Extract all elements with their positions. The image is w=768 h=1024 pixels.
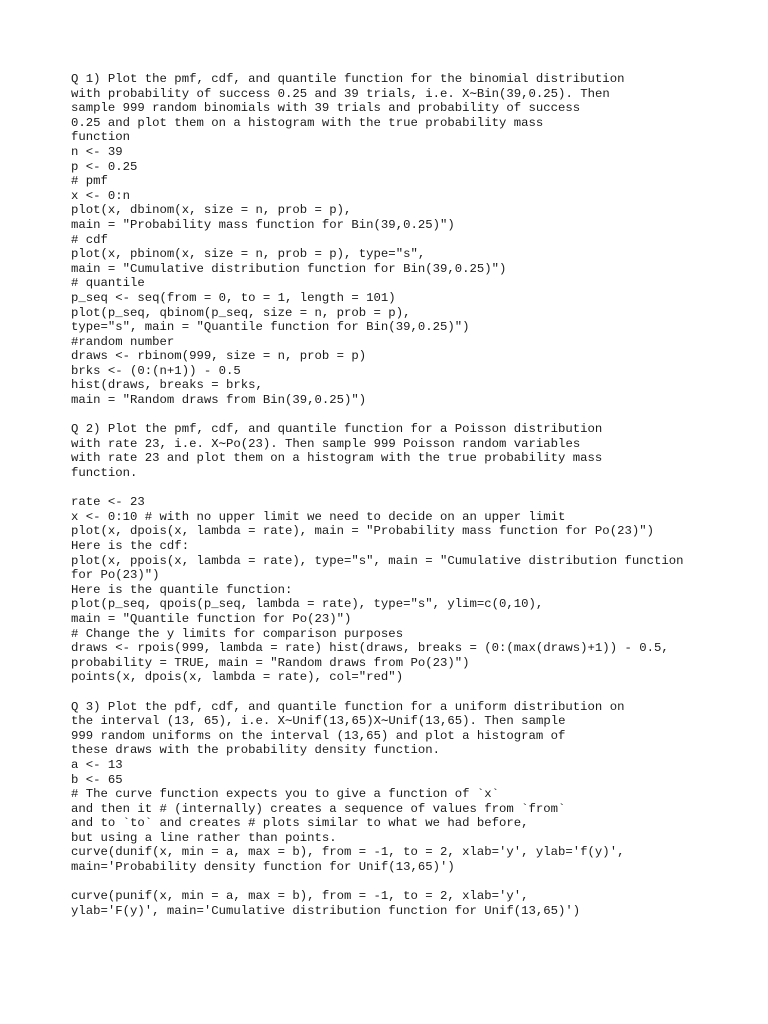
block-spacer — [71, 481, 761, 496]
text-line: x <- 0:n — [71, 188, 131, 203]
text-line: plot(p_seq, qpois(p_seq, lambda = rate), type="s", ylim=c(0,10), — [71, 597, 544, 612]
text-line: a <- 13 — [71, 757, 123, 772]
block-spacer — [71, 408, 761, 423]
text-line: Q 3) Plot the pdf, cdf, and quantile function for a uniform distribution on — [71, 699, 625, 714]
text-line: # pmf — [71, 174, 108, 189]
text-line: main = "Quantile function for Po(23)") — [71, 611, 352, 626]
text-line: # quantile — [71, 276, 145, 291]
text-block — [71, 889, 761, 918]
text-line: with rate 23 and plot them on a histogram with the true probability mass — [71, 451, 603, 466]
text-line: type="s", main = "Quantile function for Bin(39,0.25)") — [71, 320, 470, 335]
text-line: and then it # (internally) creates a sequence of values from `from` — [71, 801, 566, 816]
block-spacer — [71, 875, 761, 890]
text-line: function. — [71, 466, 138, 481]
text-line: curve(dunif(x, min = a, max = b), from = -1, to = 2, xlab='y', ylab='f(y)', — [71, 845, 625, 860]
text-line: x <- 0:10 # with no upper limit we need to decide on an upper limit — [71, 509, 566, 524]
block-spacer — [71, 685, 761, 700]
text-line: plot(x, ppois(x, lambda = rate), type="s", main = "Cumulative distribution function — [71, 553, 684, 568]
text-line: draws <- rbinom(999, size = n, prob = p) — [71, 349, 367, 364]
text-line: the interval (13, 65), i.e. X∼Unif(13,65)X∼Unif(13,65). Then sample — [71, 714, 566, 729]
text-line: 0.25 and plot them on a histogram with the true probability mass — [71, 115, 544, 130]
text-line: b <- 65 — [71, 772, 123, 787]
text-line: main='Probability density function for Unif(13,65)') — [71, 860, 455, 875]
text-line: hist(draws, breaks = brks, — [71, 378, 263, 393]
text-line: plot(x, pbinom(x, size = n, prob = p), type="s", — [71, 247, 426, 262]
text-line: function — [71, 130, 131, 145]
text-line: with rate 23, i.e. X∼Po(23). Then sample 999 Poisson random variables — [71, 436, 581, 451]
text-line: plot(x, dpois(x, lambda = rate), main = "Probability mass function for Po(23)") — [71, 524, 654, 539]
text-line: curve(punif(x, min = a, max = b), from = -1, to = 2, xlab='y', — [71, 889, 529, 904]
text-line: draws <- rpois(999, lambda = rate) hist(draws, breaks = (0:(max(draws)+1)) - 0.5, — [71, 641, 669, 656]
text-line: but using a line rather than points. — [71, 830, 337, 845]
text-line: ylab='F(y)', main='Cumulative distribution function for Unif(13,65)') — [71, 903, 581, 918]
text-line: #random number — [71, 334, 175, 349]
text-line: these draws with the probability density function. — [71, 743, 440, 758]
text-line: and to `to` and creates # plots similar to what we had before, — [71, 816, 529, 831]
text-line: rate <- 23 — [71, 495, 145, 510]
text-block — [71, 700, 761, 875]
text-line: plot(x, dbinom(x, size = n, prob = p), — [71, 203, 352, 218]
text-line: 999 random uniforms on the interval (13,65) and plot a histogram of — [71, 728, 566, 743]
text-line: Q 1) Plot the pmf, cdf, and quantile function for the binomial distribution — [71, 72, 625, 86]
text-line: with probability of success 0.25 and 39 trials, i.e. X∼Bin(39,0.25). Then — [71, 86, 610, 101]
text-line: plot(p_seq, qbinom(p_seq, size = n, prob = p), — [71, 305, 411, 320]
text-line: Here is the quantile function: — [71, 582, 293, 597]
text-line: probability = TRUE, main = "Random draws from Po(23)") — [71, 655, 470, 670]
text-block — [71, 495, 761, 685]
text-line: brks <- (0:(n+1)) - 0.5 — [71, 363, 241, 378]
text-line: # Change the y limits for comparison purposes — [71, 626, 404, 641]
text-line: main = "Cumulative distribution function for Bin(39,0.25)") — [71, 261, 507, 276]
text-line: Q 2) Plot the pmf, cdf, and quantile function for a Poisson distribution — [71, 422, 603, 437]
text-block — [71, 422, 761, 480]
text-line: p_seq <- seq(from = 0, to = 1, length = 101) — [71, 290, 396, 305]
text-line: Here is the cdf: — [71, 539, 190, 553]
text-line: main = "Random draws from Bin(39,0.25)") — [71, 393, 367, 408]
text-line: sample 999 random binomials with 39 trials and probability of success — [71, 101, 581, 116]
text-line: n <- 39 — [71, 144, 123, 159]
text-line: for Po(23)") — [71, 568, 160, 583]
text-block — [71, 72, 761, 408]
text-line: points(x, dpois(x, lambda = rate), col="red") — [71, 670, 404, 685]
text-line: # cdf — [71, 232, 108, 247]
document-body — [71, 72, 761, 918]
text-line: p <- 0.25 — [71, 159, 138, 174]
text-line: main = "Probability mass function for Bin(39,0.25)") — [71, 217, 455, 232]
text-line: # The curve function expects you to give a function of `x` — [71, 787, 500, 802]
